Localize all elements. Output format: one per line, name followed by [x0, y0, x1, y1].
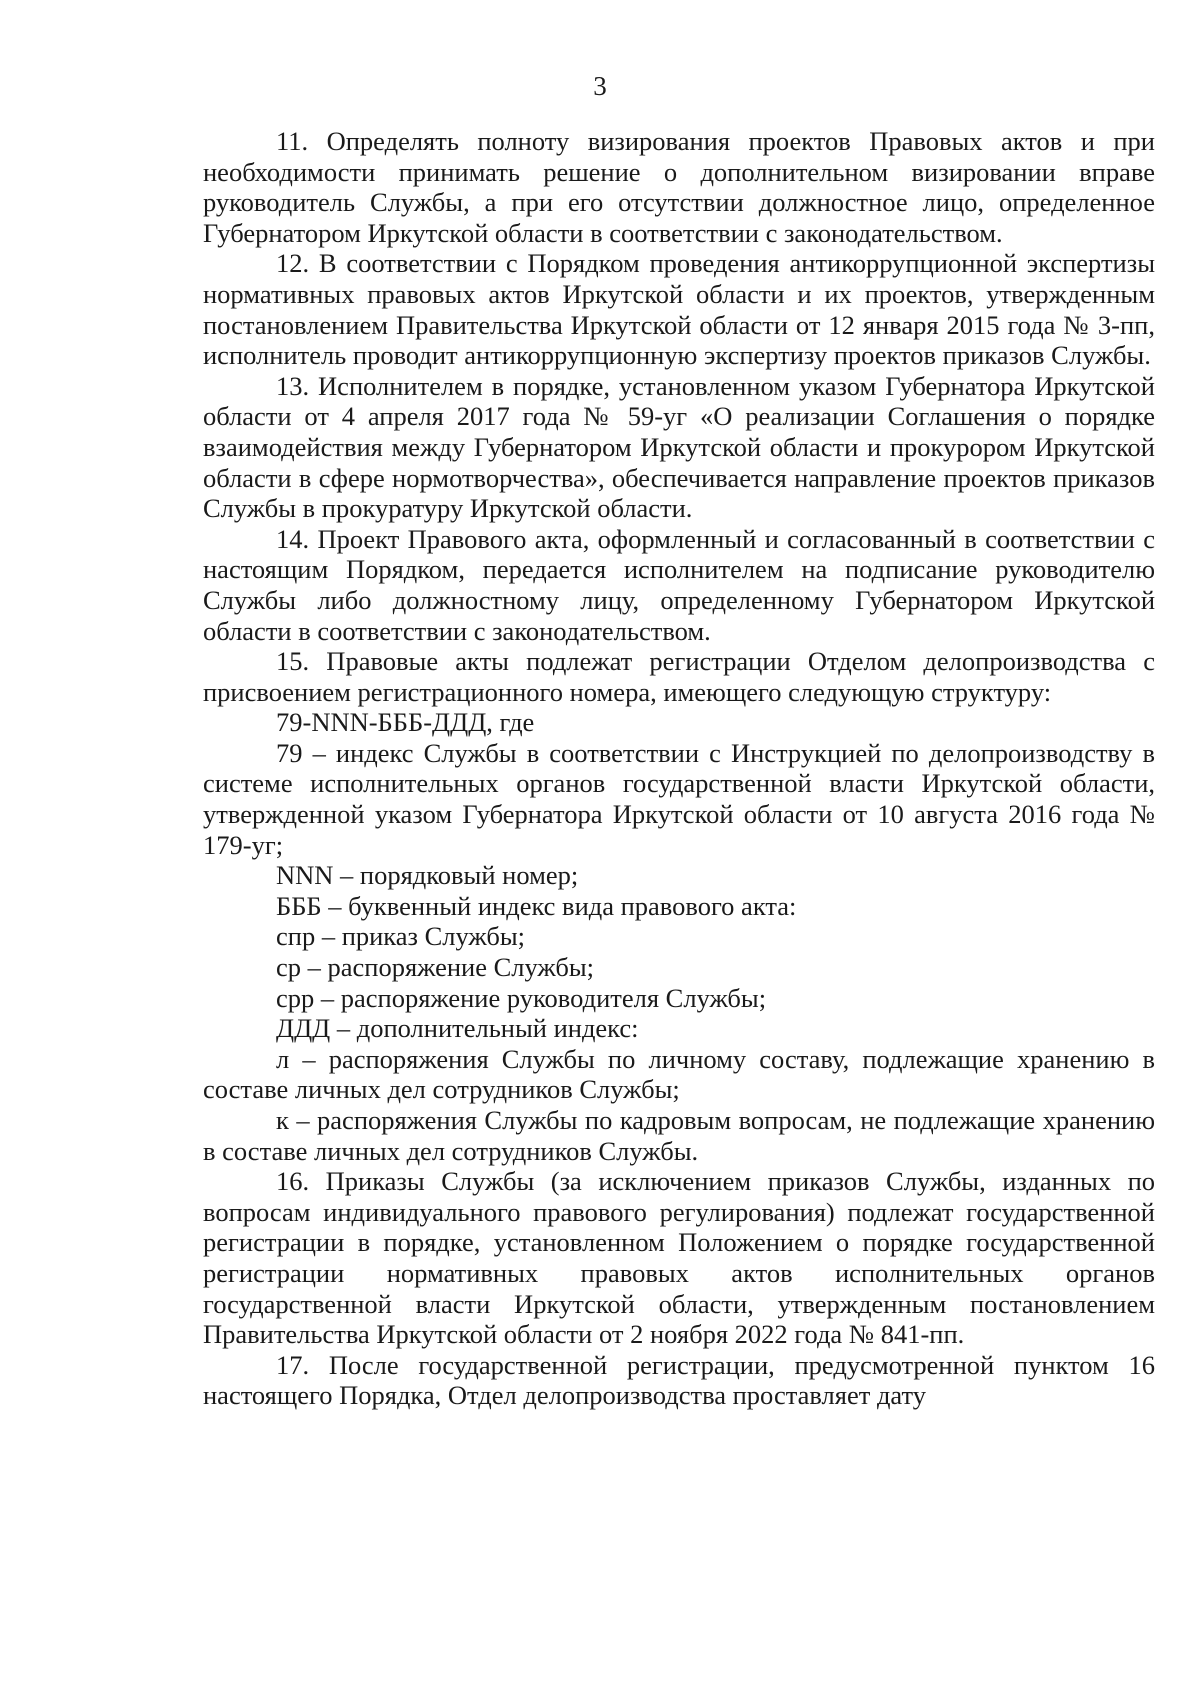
paragraph-13: 13. Исполнителем в порядке, установленном указом Губернатора Иркутской области от 4 апреля 2017 года № 59-уг «О реализации Соглашения о порядке взаимодействия между Губернатором Иркутской области и прокурором Иркутской области в сфере нормотворчества», обеспечивается направление проектов приказов Службы в прокуратуру Иркутской области. — [203, 370, 1155, 524]
paragraph-12: 12. В соответствии с Порядком проведения антикоррупционной экспертизы нормативных правовых актов Иркутской области и их проектов, утвержденным постановлением Правительства Иркутской области от 12 января 2015 года № 3-пп, исполнитель проводит антикоррупционную экспертизу проектов приказов Службы. — [203, 248, 1155, 371]
index-79-definition: 79 – индекс Службы в соответствии с Инструкцией по делопроизводству в системе исполнительных органов государственной власти Иркутской области, утвержденной указом Губернатора Иркутской области от 10 августа 2016 года № 179-уг; — [203, 737, 1155, 860]
spr-definition: спр – приказ Службы; — [276, 921, 526, 952]
bbb-definition: БББ – буквенный индекс вида правового акта: — [276, 890, 797, 921]
ddd-definition: ДДД – дополнительный индекс: — [276, 1013, 639, 1044]
registration-number-format: 79-NNN-БББ-ДДД, где — [276, 707, 535, 738]
l-index-definition: л – распоряжения Службы по личному составу, подлежащие хранению в составе личных дел сотрудников Службы; — [203, 1043, 1155, 1105]
paragraph-11: 11. Определять полноту визирования проектов Правовых актов и при необходимости принимать решение о дополнительном визировании вправе руководитель Службы, а при его отсутствии должностное лицо, определенное Губернатором Иркутской области в соответствии с законодательством. — [203, 126, 1155, 248]
sr-definition: ср – распоряжение Службы; — [276, 952, 595, 983]
paragraph-16: 16. Приказы Службы (за исключением приказов Службы, изданных по вопросам индивидуального правового регулирования) подлежат государственной регистрации в порядке, установленном Положением о порядке государственной регистрации нормативных правовых актов исполнительных органов государственной власти Иркутской области, утвержденным постановлением Правительства Иркутской области от 2 ноября 2022 года № 841-пп. — [203, 1166, 1155, 1350]
paragraph-15: 15. Правовые акты подлежат регистрации Отделом делопроизводства с присвоением регистрационного номера, имеющего следующую структуру: — [203, 646, 1155, 707]
k-index-definition: к – распоряжения Службы по кадровым вопросам, не подлежащие хранению в составе личных дел сотрудников Службы. — [203, 1105, 1155, 1166]
paragraph-17: 17. После государственной регистрации, предусмотренной пунктом 16 настоящего Порядка, Отдел делопроизводства проставляет дату — [203, 1349, 1155, 1411]
page-number: 3 — [593, 71, 607, 101]
document-body — [203, 126, 1155, 1411]
nnn-definition: NNN – порядковый номер; — [276, 860, 579, 891]
paragraph-14: 14. Проект Правового акта, оформленный и согласованный в соответствии с настоящим Порядком, передается исполнителем на подписание руководителю Службы либо должностному лицу, определенному Губернатором Иркутской области в соответствии с законодательством. — [203, 523, 1155, 646]
srr-definition: срр – распоряжение руководителя Службы; — [276, 982, 767, 1013]
